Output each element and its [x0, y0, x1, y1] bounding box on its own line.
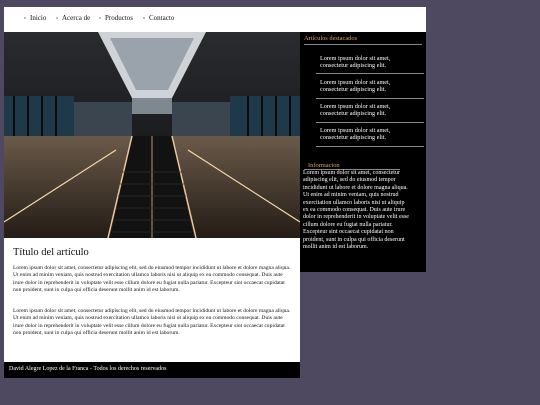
bullet-icon [99, 17, 101, 19]
divider [316, 98, 424, 99]
featured-article-link[interactable]: Lorem ipsum dolor sit amet, consectetur adipiscing elit. [320, 55, 391, 70]
nav-item-acerca-de[interactable] [56, 14, 90, 22]
featured-article-link[interactable]: Lorem ipsum dolor sit amet, consectetur adipiscing elit. [320, 103, 391, 118]
nav-item-contacto[interactable] [143, 14, 174, 22]
article-title: Título del artículo [13, 247, 89, 258]
sidebar-title: Artículos destacados [304, 35, 358, 42]
bullet-icon [143, 17, 145, 19]
nav-item-productos[interactable] [99, 14, 133, 22]
divider [316, 122, 424, 123]
article [4, 238, 300, 362]
escalator-photo [4, 32, 300, 238]
bullet-icon [24, 17, 26, 19]
sidebar [300, 32, 426, 272]
divider [304, 44, 422, 45]
top-nav [4, 7, 426, 32]
featured-article-link[interactable]: Lorem ipsum dolor sit amet, consectetur adipiscing elit. [320, 127, 391, 142]
featured-article-link[interactable]: Lorem ipsum dolor sit amet, consectetur adipiscing elit. [320, 79, 391, 94]
footer [4, 362, 300, 378]
nav-item-label: Acerca de [62, 14, 91, 22]
bullet-icon [56, 17, 58, 19]
info-text: Lorem ipsum dolor sit amet, consectetur adipiscing elit, sed do eiusmod tempor incididunt ut labore et dolore magna aliqua. Ut enim ad minim veniam, quis nostrud exercitation ullamco laboris nisi ut aliquip ex ea commodo consequat. Duis aute irure dolor in reprehenderit in voluptate velit esse cillum dolore eu fugiat nulla pariatur. Excepteur sint occaecat cupidatat non proident, sunt in culpa qui officia deserunt mollit anim id est laborum. [303, 170, 409, 251]
info-title: Informacion [308, 162, 340, 169]
article-paragraph: Lorem ipsum dolor sit amet, consectetur adipiscing elit, sed do eiusmod tempor incididunt ut labore et dolore magna aliqua. Ut enim ad minim veniam, quis nostrud exercitation ullamco laboris nisi ut aliquip ex ea commodo consequat. Duis aute irure dolor in reprehenderit in voluptate velit esse cillum dolore eu fugiat nulla pariatur. Excepteur sint occaecat cupidatat non proident, sunt in culpa qui officia deserunt mollit anim id est laborum. [13, 265, 291, 294]
nav-item-label: Inicio [30, 14, 47, 22]
footer-text: David Alegre Lopez de la Franca - Todos los derechos reservados [9, 366, 167, 372]
article-paragraph: Lorem ipsum dolor sit amet, consectetur adipiscing elit, sed do eiusmod tempor incididunt ut labore et dolore magna aliqua. Ut enim ad minim veniam, quis nostrud exercitation ullamco laboris nisi ut aliquip ex ea commodo consequat. Duis aute irure dolor in reprehenderit in voluptate velit esse cillum dolore eu fugiat nulla pariatur. Excepteur sint occaecat cupidatat non proident, sunt in culpa qui officia deserunt mollit anim id est laborum. [13, 308, 291, 337]
nav-item-label: Contacto [149, 14, 175, 22]
hero-image [4, 32, 300, 238]
nav-item-label: Productos [105, 14, 133, 22]
divider [316, 146, 424, 147]
divider [316, 73, 424, 74]
nav-item-inicio[interactable] [24, 14, 46, 22]
